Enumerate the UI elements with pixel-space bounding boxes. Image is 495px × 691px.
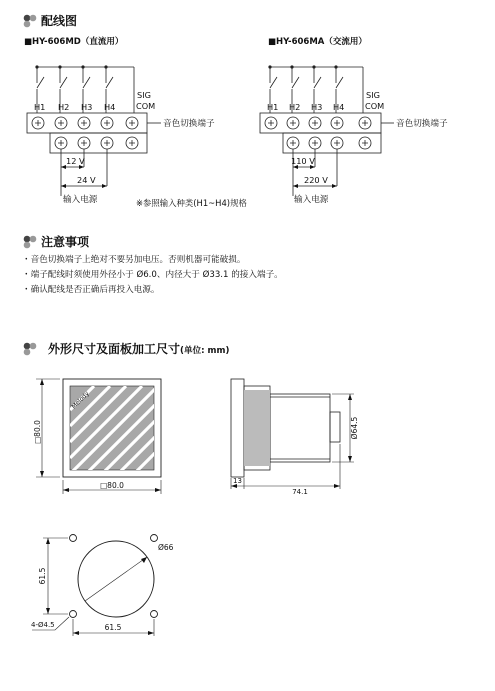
sig-label: SIG [137, 90, 151, 100]
input-label-h1: H1 [267, 102, 279, 112]
voltage-high-label: 220 V [304, 175, 328, 185]
input-label-h4: H4 [333, 102, 345, 112]
left-model-label: ■HY-606MD（直流用） [24, 37, 124, 47]
front-view-drawing [28, 366, 178, 506]
cutout-width-label: 61.5 [104, 623, 122, 632]
dims-title [48, 340, 229, 357]
side-length-label: 74.1 [292, 488, 308, 496]
terminal-label: 音色切换端子 [163, 119, 215, 129]
section-bullet-icon [22, 342, 40, 356]
input-label-h3: H3 [311, 102, 323, 112]
panel-cutout-drawing [28, 528, 178, 648]
notice-item: ・确认配线是否正确后再投入电源。 [22, 285, 160, 295]
front-width-label: □80.0 [100, 481, 124, 490]
voltage-low-label: 110 V [291, 156, 315, 166]
power-label: 输入电源 [63, 195, 98, 205]
front-height-label: □80.0 [33, 420, 42, 444]
side-front-label: 13 [233, 477, 242, 485]
notice-title: 注意事项 [41, 235, 90, 249]
side-view-drawing [220, 366, 370, 496]
terminal-label: 音色切换端子 [396, 119, 448, 129]
wiring-title: 配线图 [41, 14, 78, 28]
section-bullet-icon [22, 235, 40, 249]
dims-title-text: 外形尺寸及面板加工尺寸 [48, 342, 181, 356]
input-label-h1: H1 [34, 102, 46, 112]
notice-item: ・音色切换端子上绝对不要另加电压。否则机器可能破损。 [22, 255, 246, 265]
sig-label: SIG [366, 90, 380, 100]
com-label: COM [365, 101, 385, 111]
input-spec-note: ※参照输入种类(H1~H4)规格 [136, 198, 247, 208]
wiring-diagram-dc [20, 55, 250, 215]
com-label: COM [136, 101, 156, 111]
brand-logo-text: Melody [70, 390, 91, 411]
notice-item: ・端子配线时须使用外径小于 Ø6.0、内径大于 Ø33.1 的接入端子。 [22, 270, 283, 280]
wiring-diagram-ac [253, 55, 488, 215]
input-label-h2: H2 [58, 102, 70, 112]
right-model-label: ■HY-606MA（交流用） [268, 37, 367, 47]
cutout-height-label: 61.5 [38, 567, 47, 585]
power-label: 输入电源 [294, 195, 329, 205]
input-label-h2: H2 [289, 102, 301, 112]
voltage-low-label: 12 V [66, 156, 85, 166]
side-diameter-label: Ø64.5 [350, 416, 359, 440]
input-label-h4: H4 [104, 102, 116, 112]
cutout-diameter-label: Ø66 [158, 543, 174, 552]
section-bullet-icon [22, 14, 40, 28]
dims-unit: (单位: mm) [180, 346, 230, 356]
mounting-holes-label: 4-Ø4.5 [31, 621, 55, 629]
voltage-high-label: 24 V [77, 175, 96, 185]
input-label-h3: H3 [81, 102, 93, 112]
notice-list [22, 253, 482, 298]
